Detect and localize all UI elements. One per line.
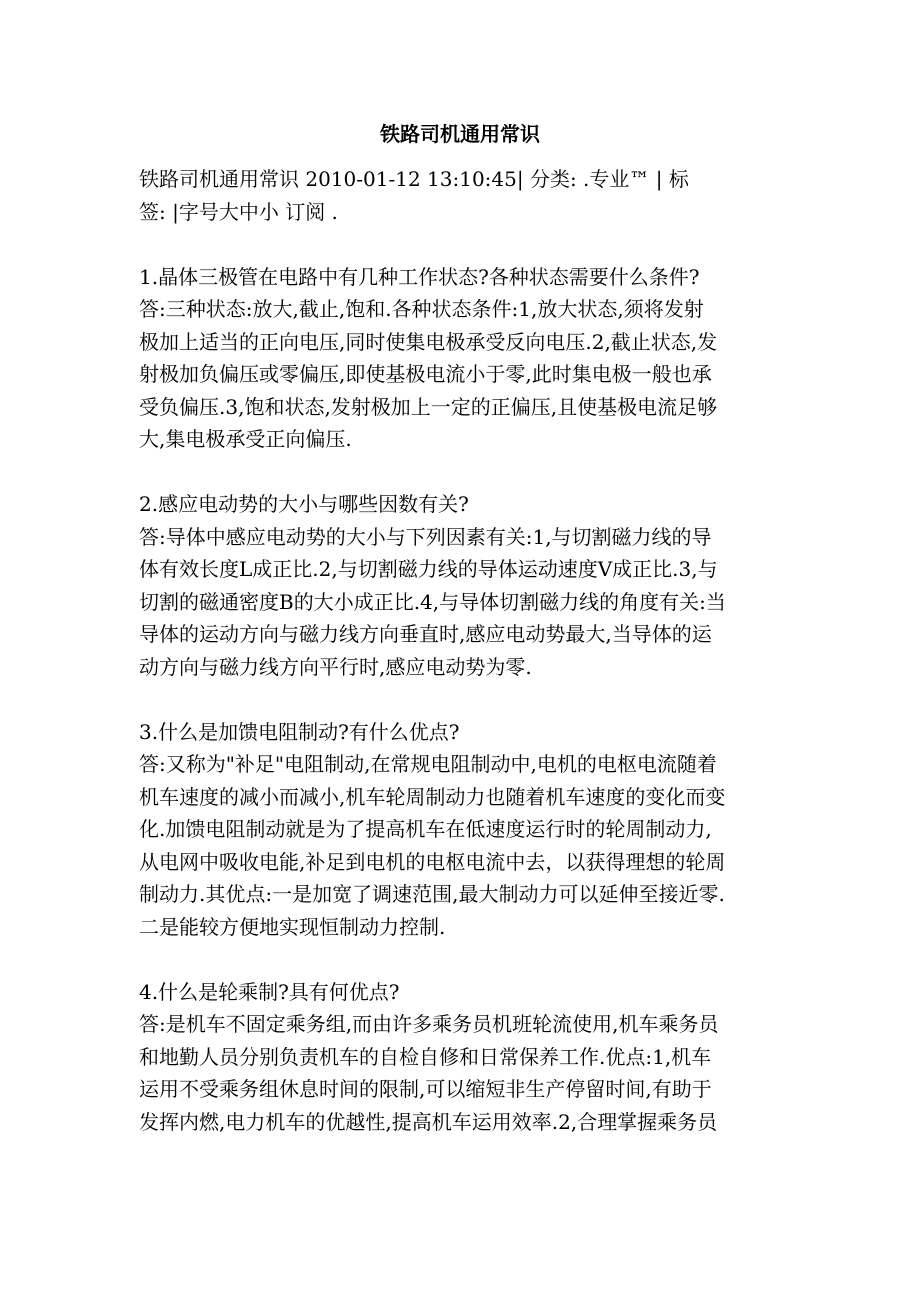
answer-line: 二是能较方便地实现恒制动力控制. — [139, 914, 446, 939]
answer-line: 导体的运动方向与磁力线方向垂直时,感应电动势最大,当导体的运 — [139, 622, 712, 646]
meta-line: 铁路司机通用常识 2010-01-12 13:10:45| 分类: .专业™ | 标 — [139, 167, 689, 191]
meta-line: 签: |字号大中小 订阅 . — [139, 199, 338, 224]
answer-line: 答:是机车不固定乘务组,而由许多乘务员机班轮流使用,机车乘务员 — [139, 1012, 719, 1036]
paragraph-gap — [139, 456, 781, 489]
answer-line: 化.加馈电阻制动就是为了提高机车在低速度运行时的轮周制动力, — [139, 817, 712, 841]
qa-section-2 — [139, 488, 781, 683]
document-title: 铁路司机通用常识 — [380, 122, 540, 146]
answer-line: 答:又称为"补足"电阻制动,在常规电阻制动中,电机的电枢电流随着 — [139, 752, 717, 776]
qa-section-4 — [139, 976, 781, 1139]
answer-line: 从电网中吸收电能,补足到电机的电枢电流中去，以获得理想的轮周 — [139, 849, 726, 874]
answer-line: 射极加负偏压或零偏压,即使基极电流小于零,此时集电极一般也承 — [139, 362, 712, 386]
answer-line: 制动力.其优点:一是加宽了调速范围,最大制动力可以延伸至接近零. — [139, 882, 725, 906]
document-meta — [139, 163, 781, 228]
qa-section-3 — [139, 716, 781, 944]
document-page — [139, 117, 781, 1138]
paragraph-gap — [139, 228, 781, 261]
answer-line: 运用不受乘务组休息时间的限制,可以缩短非生产停留时间,有助于 — [139, 1077, 712, 1101]
answer-line: 切割的磁通密度B的大小成正比.4,与导体切割磁力线的角度有关:当 — [139, 589, 726, 614]
answer-line: 答:导体中感应电动势的大小与下列因素有关:1,与切割磁力线的导 — [139, 524, 712, 549]
answer-line: 发挥内燃,电力机车的优越性,提高机车运用效率.2,合理掌握乘务员 — [139, 1109, 718, 1134]
answer-line: 极加上适当的正向电压,同时使集电极承受反向电压.2,截止状态,发 — [139, 329, 718, 354]
answer-line: 答:三种状态:放大,截止,饱和.各种状态条件:1,放大状态,须将发射 — [139, 297, 704, 321]
answer-line: 大,集电极承受正向偏压. — [139, 427, 352, 451]
question-line: 4.什么是轮乘制?具有何优点? — [139, 979, 400, 1004]
answer-line: 动方向与磁力线方向平行时,感应电动势为零. — [139, 654, 532, 679]
question-line: 3.什么是加馈电阻制动?有什么优点? — [139, 719, 460, 744]
question-line: 1.晶体三极管在电路中有几种工作状态?各种状态需要什么条件? — [139, 264, 700, 289]
paragraph-gap — [139, 943, 781, 976]
answer-line: 受负偏压.3,饱和状态,发射极加上一定的正偏压,且使基极电流足够 — [139, 394, 718, 419]
paragraph-gap — [139, 683, 781, 716]
answer-line: 体有效长度L成正比.2,与切割磁力线的导体运动速度V成正比.3,与 — [139, 557, 718, 581]
answer-line: 机车速度的减小而减小,机车轮周制动力也随着机车速度的变化而变 — [139, 784, 726, 809]
answer-line: 和地勤人员分别负责机车的自检自修和日常保养工作.优点:1,机车 — [139, 1044, 712, 1069]
qa-section-1 — [139, 261, 781, 456]
question-line: 2.感应电动势的大小与哪些因数有关? — [139, 492, 469, 516]
